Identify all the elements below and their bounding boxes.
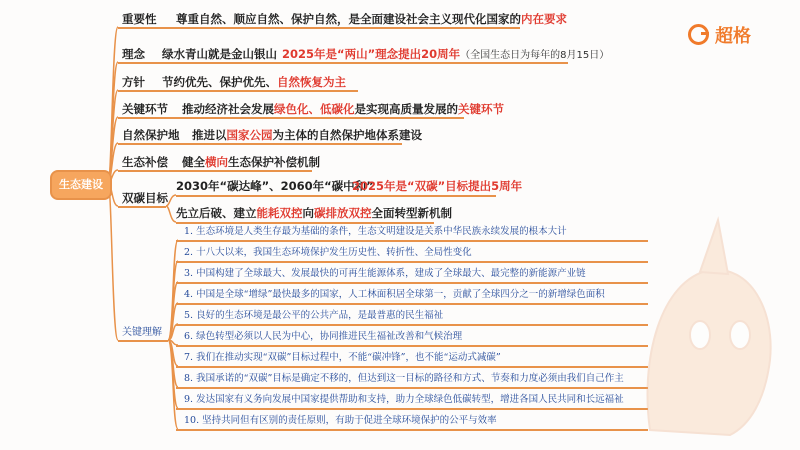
branch-underline (118, 170, 312, 172)
mascot-watermark (630, 210, 780, 440)
key-point: 5. 良好的生态环境是最公平的公共产品，是最普惠的民生福祉 (184, 310, 444, 321)
key-point: 1. 生态环境是人类生存最为基础的条件，生态文明建设是关系中华民族永续发展的根本大计 (184, 226, 567, 237)
branch-text-key-link: 推动经济社会发展绿色化、低碳化是实现高质量发展的关键环节 (182, 102, 504, 116)
key-point: 10. 坚持共同但有区别的责任原则，有助于促进全球环境保护的公平与效率 (184, 415, 497, 426)
key-point: 6. 绿色转型必须以人民为中心，协同推进民生福祉改善和气候治理 (184, 331, 463, 342)
brand-mark-icon (688, 24, 709, 45)
brand-logo: 超格 (688, 22, 751, 48)
connector-key-understanding (108, 183, 118, 340)
branch-text-dual-carbon-2: 先立后破、建立能耗双控向碳排放双控全面转型新机制 (176, 206, 452, 220)
branch-text-protected-areas: 推进以国家公园为主体的自然保护地体系建设 (192, 128, 422, 142)
branch-label-dual-carbon: 双碳目标 (122, 191, 168, 205)
branch-label-key-understanding: 关键理解 (122, 327, 162, 338)
branch-label-policy: 方针 (122, 75, 145, 89)
branch-label-importance: 重要性 (122, 12, 157, 26)
branch-text-idea: 绿水青山就是金山银山 (162, 47, 277, 61)
branch-extra-dual-carbon: 2025年是“双碳”目标提出5周年 (352, 179, 523, 193)
branch-underline (176, 195, 496, 197)
key-point: 8. 我国承诺的“双碳”目标是确定不移的，但达到这一目标的路径和方式、节奏和力度必须由我们自己作主 (184, 373, 624, 384)
branch-underline (118, 206, 166, 208)
branch-extra-idea: 2025年是“两山”理念提出20周年（全国生态日为每年的8月15日） (282, 47, 610, 61)
branch-underline (176, 222, 434, 224)
branch-label-idea: 理念 (122, 47, 145, 61)
branch-underline (118, 340, 168, 342)
key-point: 4. 中国是全球“增绿”最快最多的国家，人工林面积居全球第一，贡献了全球四分之一的新增绿色面积 (184, 289, 605, 300)
branch-underline (118, 117, 464, 119)
branch-underline (118, 27, 520, 29)
key-point: 3. 中国构建了全球最大、发展最快的可再生能源体系，建成了全球最大、最完整的新能源产业链 (184, 268, 586, 279)
branch-text-compensation: 健全横向生态保护补偿机制 (182, 155, 320, 169)
branch-text-dual-carbon-1: 2030年“碳达峰”、2060年“碳中和” (176, 179, 374, 193)
root-node: 生态建设 (50, 170, 112, 200)
key-point: 9. 发达国家有义务向发展中国家提供帮助和支持，助力全球绿色低碳转型，增进各国人民共同和长远福祉 (184, 394, 624, 405)
branch-text-policy: 节约优先、保护优先、自然恢复为主 (162, 75, 346, 89)
key-point: 2. 十八大以来，我国生态环境保护发生历史性、转折性、全局性变化 (184, 247, 472, 258)
branch-text-importance: 尊重自然、顺应自然、保护自然，是全面建设社会主义现代化国家的内在要求 (176, 12, 567, 26)
branch-label-protected-areas: 自然保护地 (122, 128, 180, 142)
branch-label-compensation: 生态补偿 (122, 155, 168, 169)
key-point: 7. 我们在推动实现“双碳”目标过程中，不能“碳冲锋”，也不能“运动式减碳” (184, 352, 501, 363)
connector-dual-carbon-2 (166, 206, 176, 222)
branch-label-key-link: 关键环节 (122, 102, 168, 116)
branch-underline (118, 90, 358, 92)
branch-underline (118, 143, 402, 145)
